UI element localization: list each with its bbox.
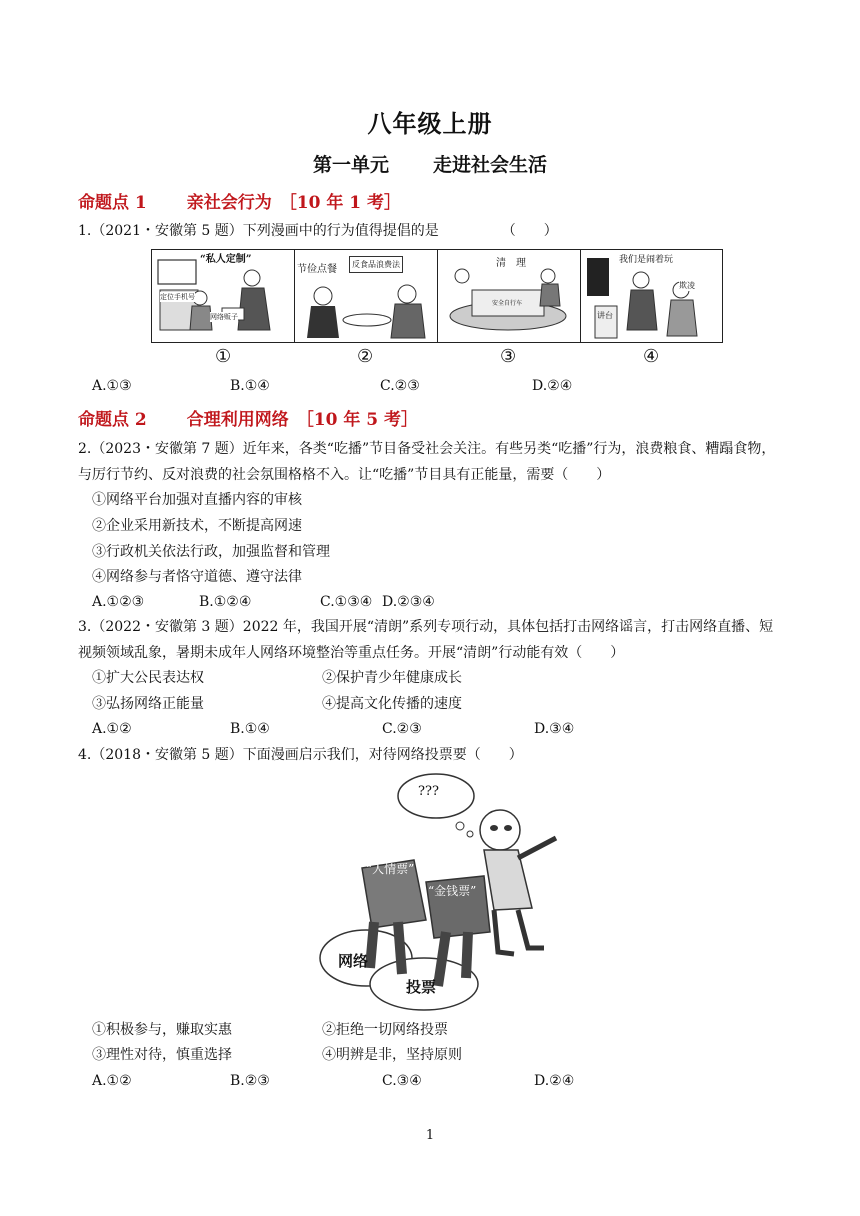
option-c: C.①③④	[320, 594, 373, 610]
option-d: D.②④	[534, 1073, 575, 1089]
option-d: D.②④	[532, 378, 573, 394]
option-d: D.②③④	[382, 594, 435, 610]
question-1-stem: 1.（2021・安徽第 5 题）下列漫画中的行为值得提倡的是 （ ）	[78, 223, 558, 239]
question-3-stem: 3.（2022・安徽第 3 题）2022 年，我国开展“清朗”系列专项行动，具体包括打击网络谣言，打击网络直播、短视频领域乱象，暑期未成年人网络环境整治等重点任务。开展“清朗”行动能有效（ ）	[78, 619, 774, 661]
unit-label: 第一单元	[312, 154, 389, 176]
cartoon-4-caption: 我们是闹着玩	[619, 255, 674, 265]
question-4-stem: 4.（2018・安徽第 5 题）下面漫画启示我们，对待网络投票要（ ）	[78, 747, 523, 763]
option-b: B.②③	[230, 1073, 270, 1089]
panel-number-4: ④	[643, 346, 660, 367]
topic-name: 合理利用网络	[186, 410, 289, 430]
unit-heading	[0, 150, 860, 177]
cartoon-2-caption: 节俭点餐	[297, 264, 337, 275]
cartoon-4-label-2: 讲台	[597, 311, 613, 320]
bubble-label-1: 网络	[338, 952, 369, 970]
option-c: C.②③	[382, 721, 422, 737]
option-c: C.③④	[382, 1073, 422, 1089]
topic-heading-2	[78, 405, 418, 430]
box-label-1: “人情票”	[366, 862, 415, 876]
cartoon-panel-4	[580, 249, 723, 343]
topic-label: 命题点 1	[78, 193, 147, 213]
cartoon-1-label: 定位手机号	[160, 293, 195, 301]
cartoon-panel-2	[294, 249, 438, 343]
thought-bubble-text: ???	[418, 784, 439, 799]
bubble-label-2: 投票	[406, 978, 437, 996]
panel-number-2: ②	[357, 346, 374, 367]
option-b: B.①④	[230, 378, 270, 394]
voting-cartoon	[318, 772, 566, 1012]
cartoon-3-caption: 清 理	[496, 258, 526, 269]
cartoon-4-label: 欺凌	[679, 281, 695, 290]
option-a: A.①②	[92, 721, 132, 737]
option-c: C.②③	[380, 378, 420, 394]
topic-count: ［10 年 5 考］	[296, 410, 418, 430]
cartoon-3-label: 安全自行车	[492, 300, 523, 307]
page-number: 1	[425, 1128, 435, 1143]
option-a: A.①②③	[92, 594, 145, 610]
panel-number-1: ①	[215, 346, 232, 367]
option-b: B.①②④	[199, 594, 252, 610]
cartoon-1-label-2: 网络贩子	[210, 313, 238, 321]
cartoon-panel-3	[437, 249, 581, 343]
cartoon-1-caption: “私人定制”	[200, 254, 252, 265]
topic-label: 命题点 2	[78, 410, 147, 430]
page-title: 八年级上册	[367, 110, 493, 138]
topic-count: ［10 年 1 考］	[279, 193, 401, 213]
option-b: B.①④	[230, 721, 270, 737]
box-label-2: “金钱票”	[428, 884, 477, 898]
topic-heading-1	[78, 188, 401, 213]
cartoon-panel-1	[151, 249, 295, 343]
option-a: A.①③	[92, 378, 132, 394]
topic-name: 亲社会行为	[186, 193, 272, 213]
panel-number-3: ③	[500, 346, 517, 367]
cartoon-2-sign: 反食品浪费法	[349, 256, 403, 273]
option-d: D.③④	[534, 721, 575, 737]
question-2-stem: 2.（2023・安徽第 7 题）近年来，各类“吃播”节目备受社会关注。有些另类“吃播”行为，浪费粮食、糟蹋食物，与厉行节约、反对浪费的社会氛围格格不入。让“吃播”节目具有正能量，需要（ ）	[78, 441, 776, 483]
option-a: A.①②	[92, 1073, 132, 1089]
unit-name: 走进社会生活	[433, 154, 548, 176]
